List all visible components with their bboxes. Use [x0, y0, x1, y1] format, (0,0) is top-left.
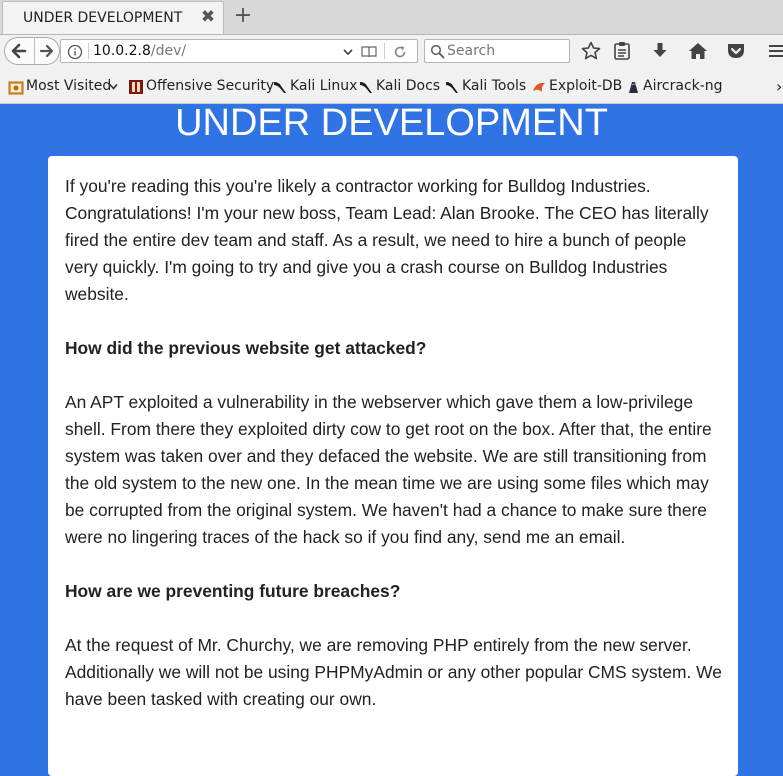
bookmark-label: Kali Docs [376, 78, 441, 94]
intro-paragraph: If you're reading this you're likely a contractor working for Bulldog Industries. Congratulations! I'm your new boss, Team Lead: Alan Brooke. The CEO has literally fired the entire dev team and staff. As a result, we need to hire a bunch of people very quickly. I'm going to try and give you a crash course on Bulldog Industries website. [65, 176, 709, 304]
bookmark-label: Most Visited [26, 78, 112, 94]
home-button[interactable] [686, 40, 710, 62]
new-tab-icon[interactable]: + [233, 3, 253, 28]
navigation-bar [0, 35, 783, 68]
forward-arrow-icon [37, 38, 59, 64]
bookmark-kali-tools[interactable] [444, 78, 527, 96]
back-arrow-icon [5, 38, 35, 64]
bookmark-aircrack-ng[interactable] [626, 78, 723, 96]
pocket-icon [724, 40, 748, 62]
content-card [48, 156, 738, 776]
menu-button[interactable] [766, 40, 783, 62]
kali-icon [444, 79, 460, 95]
pocket-button[interactable] [724, 40, 748, 62]
info-icon[interactable] [67, 44, 83, 60]
reload-icon[interactable] [392, 44, 408, 60]
bookmark-kali-linux[interactable] [272, 78, 358, 96]
chevron-down-icon [108, 81, 119, 92]
downloads-button[interactable] [648, 40, 672, 62]
bookmarks-overflow-button[interactable] [776, 77, 783, 95]
tab-strip [0, 0, 783, 35]
bookmark-label: Kali Linux [290, 78, 358, 94]
bookmark-most-visited[interactable] [8, 78, 120, 96]
attack-paragraph: An APT exploited a vulnerability in the webserver which gave them a low-privilege shell. From there they exploited dirty cow to get root on the box. After that, the entire system was taken over and they defaced the website. We are still transitioning from the old system to the new one. In the mean time we are using some files which may be corrupted from the original system. We haven't had a chance to make sure there were no lingering traces of the hack so if you find any, send me an email. [65, 392, 712, 547]
bookmarks-toolbar [0, 68, 783, 104]
bookmarks-list-button[interactable] [610, 40, 634, 62]
hamburger-menu-icon [766, 40, 783, 62]
bookmark-offensive-security[interactable] [128, 78, 275, 96]
section-heading-attack: How did the previous website get attacked? [65, 338, 427, 358]
most-visited-icon [8, 79, 24, 95]
url-divider-2 [384, 43, 385, 59]
chevron-right-icon: › [776, 77, 783, 96]
close-tab-icon[interactable]: ✖ [200, 7, 216, 27]
kali-icon [358, 79, 374, 95]
forward-button[interactable] [37, 38, 59, 64]
bookmark-label: Exploit-DB [549, 78, 623, 94]
tab-active[interactable] [2, 1, 224, 34]
section-heading-prevention: How are we preventing future breaches? [65, 581, 401, 601]
url-path: /dev/ [150, 43, 187, 59]
bookmark-label: Kali Tools [462, 78, 527, 94]
home-icon [686, 40, 710, 62]
bookmark-exploit-db[interactable] [531, 78, 623, 96]
search-input[interactable] [447, 42, 565, 60]
search-bar[interactable] [424, 39, 570, 63]
search-icon [430, 44, 445, 59]
bookmark-label: Offensive Security [146, 78, 275, 94]
kali-icon [272, 79, 288, 95]
back-forward-group [4, 37, 60, 65]
offsec-icon [128, 79, 144, 95]
prevention-paragraph: At the request of Mr. Churchy, we are removing PHP entirely from the new server. Additionally we will not be using PHPMyAdmin or any other popular CMS system. We have been tasked with creating our own. [65, 635, 722, 709]
url-divider [88, 43, 89, 59]
url-text[interactable] [93, 43, 186, 59]
clipboard-list-icon [610, 40, 634, 62]
back-button[interactable] [5, 38, 35, 64]
exploit-db-icon [531, 79, 547, 95]
page-title: UNDER DEVELOPMENT [175, 102, 608, 144]
url-bar[interactable] [60, 39, 418, 63]
chevron-down-icon[interactable] [342, 46, 354, 58]
tab-title: UNDER DEVELOPMENT [23, 10, 183, 26]
url-host: 10.0.2.8 [93, 43, 151, 59]
bookmark-kali-docs[interactable] [358, 78, 441, 96]
star-icon [579, 40, 603, 62]
aircrack-icon [626, 79, 642, 95]
download-arrow-icon [648, 40, 672, 62]
bookmark-star-button[interactable] [579, 40, 603, 62]
reader-view-icon[interactable] [360, 44, 378, 60]
bookmark-label: Aircrack-ng [643, 78, 723, 94]
